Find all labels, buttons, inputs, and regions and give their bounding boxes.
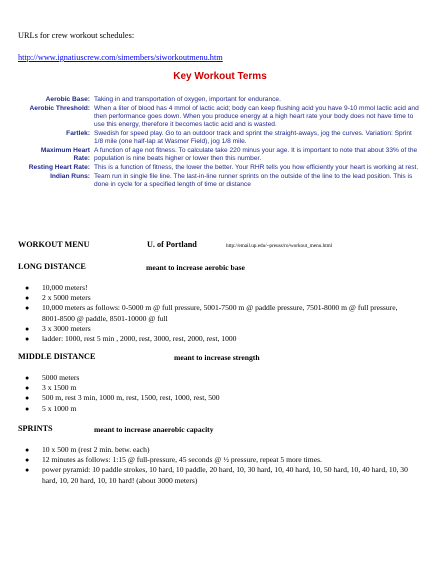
list-item-text: 3 x 3000 meters: [42, 323, 91, 333]
middle-distance-heading: MIDDLE DISTANCE: [18, 352, 96, 361]
term-label: Resting Heart Rate:: [28, 164, 90, 171]
middle-distance-list: [25, 373, 412, 414]
term-row: [28, 164, 420, 173]
intro-text: URLs for crew workout schedules:: [18, 31, 135, 40]
key-workout-terms-title: Key Workout Terms: [173, 71, 267, 82]
term-row: [28, 130, 420, 147]
long-distance-heading: LONG DISTANCE: [18, 262, 86, 271]
workout-schedule-link[interactable]: http://www.ignatiuscrew.com/simembers/siworkoutmenu.htm: [18, 53, 223, 62]
bullet-icon: ●: [25, 384, 30, 393]
school-name: U. of Portland: [147, 240, 197, 249]
list-item: [25, 465, 414, 485]
term-definition: Team run in single file line. The last-in-line runner sprints on the outside of the line to the lead position. This is done in cycle for a specified length of time or distance: [94, 173, 413, 188]
list-item-text: ladder: 1000, rest 5 min , 2000, rest, 3000, rest, 2000, rest, 1000: [42, 334, 237, 344]
term-label: Aerobic Base:: [45, 96, 90, 103]
menu-url: http://email.up.edu/~preuss/ro/workout_menu.html: [226, 243, 333, 249]
list-item: [25, 455, 414, 465]
bullet-icon: ●: [25, 284, 30, 292]
bullet-icon: ●: [25, 456, 30, 465]
sprints-list: [25, 445, 414, 486]
bullet-icon: ●: [25, 294, 30, 303]
middle-distance-note: meant to increase strength: [174, 353, 260, 362]
term-row: [28, 173, 420, 190]
list-item: [25, 323, 412, 334]
term-definition: This is a function of fitness, the lower the better. Your RHR tells you how efficiently your heart is working at rest.: [94, 164, 419, 171]
list-item: [25, 383, 412, 393]
list-item-text: 10 x 500 m (rest 2 min. betw. each): [42, 445, 150, 454]
term-definition: Taking in and transportation of oxygen, important for endurance.: [94, 96, 281, 103]
list-item: [25, 403, 412, 414]
list-item-text: 5000 meters: [42, 373, 80, 382]
long-distance-note: meant to increase aerobic base: [146, 263, 245, 272]
list-item-text: 10,000 meters as follows: 0-5000 m @ full pressure, 5001-7500 m @ paddle pressure, 7501-8000 m @ full pressure, 8001-8500 @ paddle, 8501-10000 @ full: [42, 303, 398, 323]
list-item: [25, 445, 414, 455]
bullet-icon: ●: [25, 335, 30, 344]
term-label: Indian Runs:: [50, 173, 90, 180]
bullet-icon: ●: [25, 466, 30, 475]
bullet-icon: ●: [25, 394, 30, 403]
list-item: [25, 393, 412, 403]
term-row: [28, 96, 420, 105]
bullet-icon: ●: [25, 374, 30, 382]
term-row: [28, 105, 420, 130]
list-item: [25, 303, 412, 323]
workout-menu-heading: WORKOUT MENU: [18, 240, 90, 249]
list-item-text: 3 x 1500 m: [42, 383, 77, 393]
list-item-text: power pyramid: 10 paddle strokes, 10 hard, 10 paddle, 20 hard, 10, 30 hard, 10, 40 hard, 10, 50 hard, 10, 40 hard, 10, 30 hard, 10, 20 hard, 10, 10 hard! (about 3000 meters): [42, 465, 408, 485]
list-item: [25, 334, 412, 344]
term-definition: Swedish for speed play. Go to an outdoor track and sprint the straight-aways, jog the curves. Variation: Sprint 1/8 mile (one half-lap at Wasmer Field), jog 1/8 mile.: [94, 130, 412, 145]
list-item-text: 2 x 5000 meters: [42, 293, 91, 303]
list-item-text: 5 x 1000 m: [42, 403, 77, 413]
list-item-text: 12 minutes as follows: 1:15 @ full-pressure, 45 seconds @ ½ pressure, repeat 5 more times.: [42, 455, 322, 465]
term-label: Fartlek:: [66, 130, 90, 137]
term-definition: When a liter of blood has 4 mmol of lactic acid; body can keep flushing acid you have 9-10 mmol lactic acid and then performance goes down. When you produce energy at a high heart rate your body does not have time to use this energy, therefore it becomes lactic acid and is wasted.: [94, 105, 419, 128]
bullet-icon: ●: [25, 404, 30, 413]
list-item: [25, 373, 412, 383]
sprints-heading: SPRINTS: [18, 424, 53, 433]
list-item-text: 500 m, rest 3 min, 1000 m, rest, 1500, rest, 1000, rest, 500: [42, 393, 220, 403]
term-row: [28, 147, 420, 164]
bullet-icon: ●: [25, 304, 30, 313]
term-definition: A function of age not fitness. To calculate take 220 minus your age. It is important to note that about 33% of the population is nine beats higher or lower then this number.: [94, 147, 418, 162]
long-distance-list: [25, 283, 412, 344]
term-label: Maximum Heart Rate:: [40, 147, 90, 162]
terms-table: [28, 96, 420, 190]
bullet-icon: ●: [25, 446, 30, 454]
list-item-text: 10,000 meters!: [42, 283, 88, 292]
term-label: Aerobic Threshold:: [29, 105, 90, 112]
bullet-icon: ●: [25, 324, 30, 333]
list-item: [25, 293, 412, 303]
sprints-note: meant to increase anaerobic capacity: [94, 425, 214, 434]
list-item: [25, 283, 412, 293]
